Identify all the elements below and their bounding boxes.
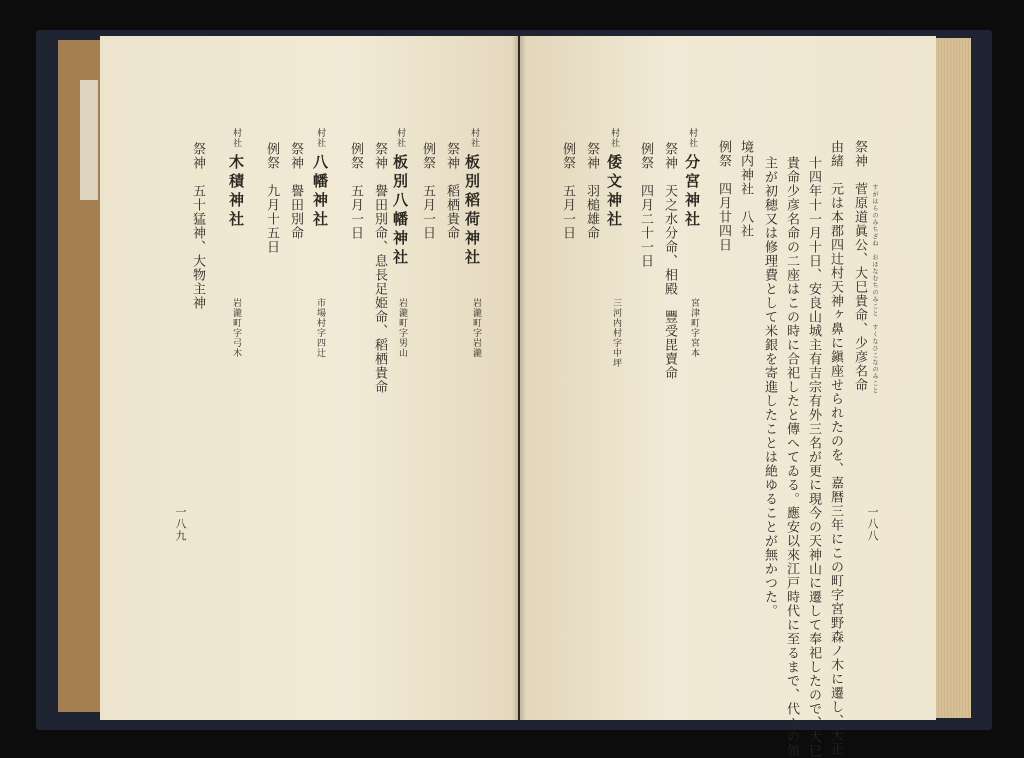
- history-paragraph: 主が初穂又は修理費として米銀を寄進したことは絶ゆることが無かつた。: [762, 156, 777, 618]
- shrine-name: 分宮神社: [683, 154, 701, 230]
- shrine-rank: 村社: [609, 128, 619, 148]
- shrine-name: 板別稻荷神社: [463, 154, 481, 268]
- shrine-name: 板別八幡神社: [391, 154, 409, 268]
- history-paragraph: 貴命少彦名命の二座はこの時に合祀したと傳へてゐる。應安以來江戸時代に至るまで、代々の領: [784, 156, 799, 758]
- shrine-rank: 村社: [231, 128, 241, 148]
- book-spine-edge: [58, 40, 104, 712]
- book-gutter: [512, 36, 526, 720]
- festival-line: 例祭 九月十五日: [264, 142, 279, 254]
- deity-line: 祭神 羽槌雄命: [584, 142, 599, 240]
- shrine-name: 八幡神社: [311, 154, 329, 230]
- deity-line: 祭神 天之水分命、相殿 豐受毘賣命: [662, 142, 677, 380]
- deity-line: 祭神 稻栖貴命: [444, 142, 459, 240]
- shrine-location: 岩瀧町字岩瀧: [471, 298, 481, 358]
- shrine-name: 倭文神社: [605, 154, 623, 230]
- page-fore-edge: [935, 38, 971, 718]
- shrine-location: 三河内村字中坪: [611, 298, 621, 368]
- shrine-rank: 村社: [315, 128, 325, 148]
- deity-line: 祭神 譽田別命: [288, 142, 303, 240]
- paper-tag: [80, 80, 98, 200]
- deity-line: 祭神 五十猛神、大物主神: [190, 142, 205, 310]
- festival-line: 例祭 四月廿四日: [716, 140, 731, 252]
- shrine-location: 宮津町字宮本: [689, 298, 699, 358]
- page-number: 一八九: [174, 506, 187, 542]
- deity-line: 祭神 菅原道眞公、大巳貴命、少彦名命: [852, 140, 867, 392]
- page-number: 一八八: [866, 506, 879, 542]
- deity-line: 祭神 譽田別命、息長足姫命、稻栖貴命: [372, 142, 387, 394]
- festival-line: 例祭 四月二十一日: [638, 142, 653, 268]
- history-paragraph: 十四年十一月十日、安良山城主有吉宗有外三名が更に現今の天神山に遷して奉祀したので、大巳: [806, 156, 821, 758]
- shrine-rank: 村社: [469, 128, 479, 148]
- right-page: [520, 36, 936, 758]
- history-paragraph: 由緒 元は本郡四辻村天神ヶ鼻に鎭座せられたのを、嘉暦三年にこの町字宮野森ノ木に遷し、天正: [828, 140, 843, 756]
- festival-line: 例祭 五月一日: [560, 142, 575, 240]
- shrine-rank: 村社: [687, 128, 697, 148]
- festival-line: 例祭 五月一日: [420, 142, 435, 240]
- shrine-location: 市場村字四辻: [315, 298, 325, 358]
- shrine-location: 岩瀧町字弓木: [231, 298, 241, 358]
- ruby-reading: すがはらのみちざね おほなむちのみこと すくなひこなのみこと: [871, 184, 878, 394]
- shrine-location: 岩瀧町字男山: [397, 298, 407, 358]
- precinct-shrines: 境内神社 八社: [738, 140, 753, 238]
- shrine-name: 木積神社: [227, 154, 245, 230]
- shrine-rank: 村社: [395, 128, 405, 148]
- left-page: [100, 36, 518, 720]
- festival-line: 例祭 五月一日: [348, 142, 363, 240]
